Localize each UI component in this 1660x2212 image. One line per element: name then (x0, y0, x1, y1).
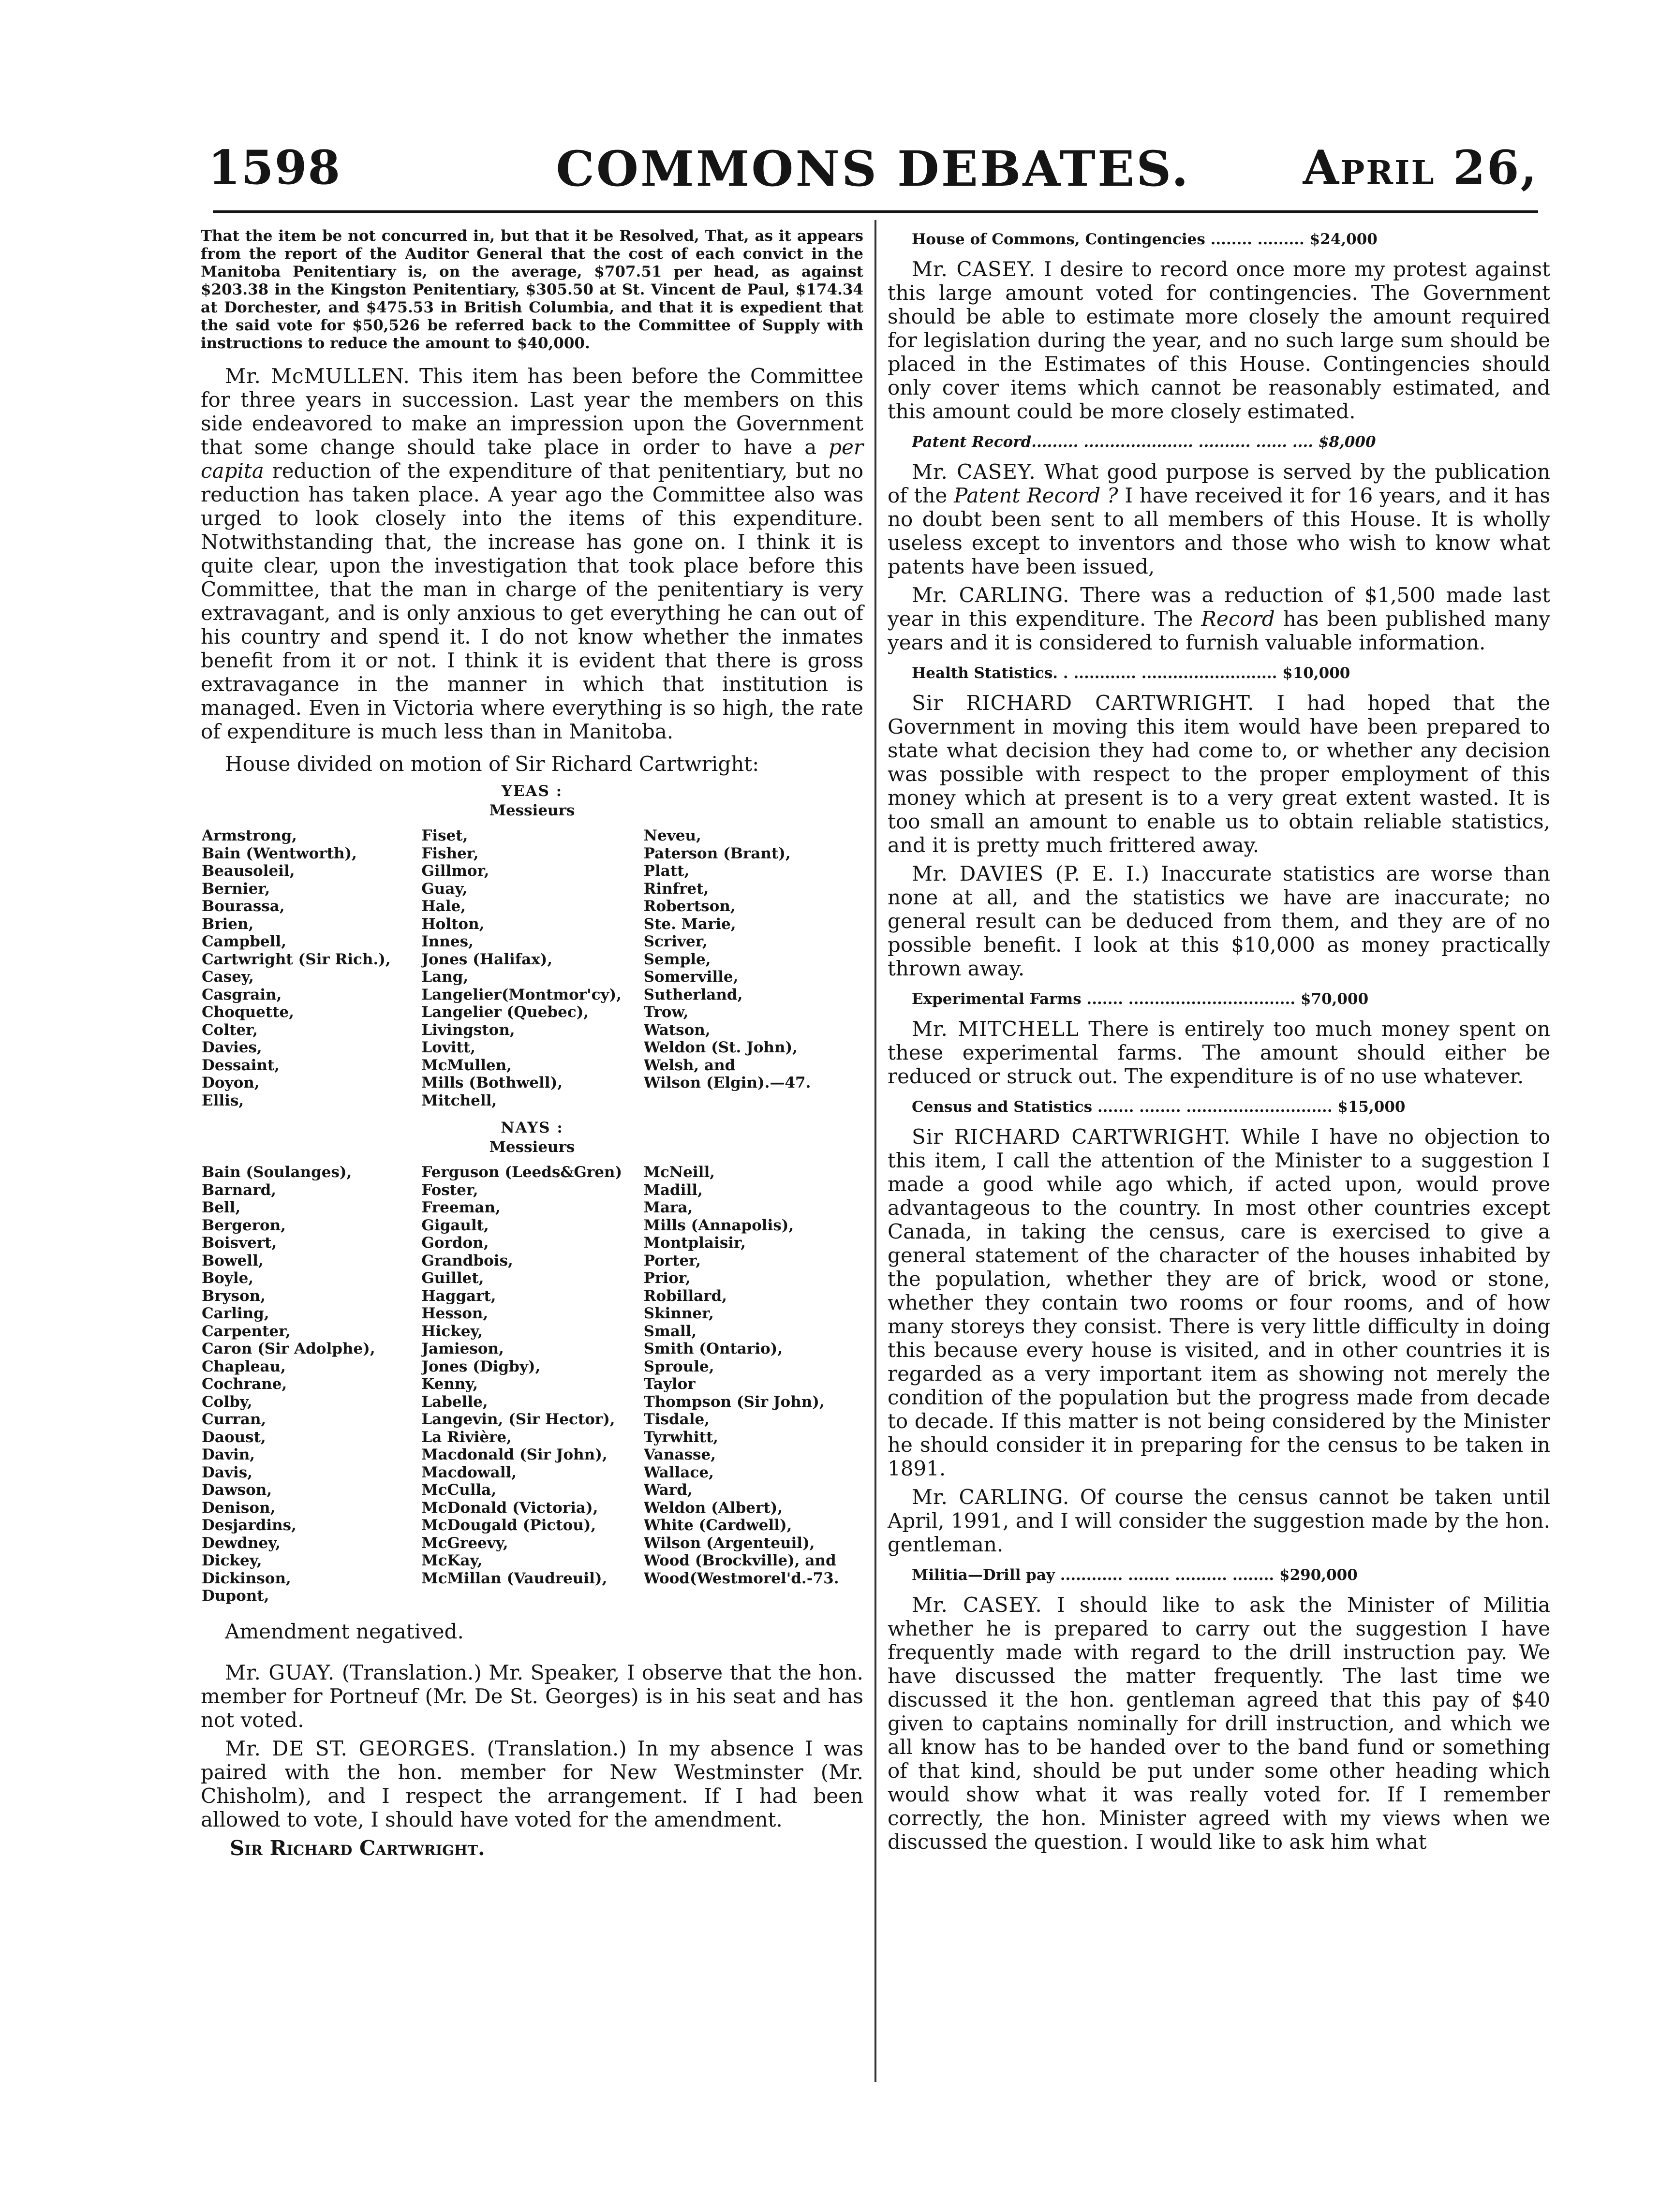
member-name: Bryson, (202, 1287, 266, 1305)
speaker-name: Sir RICHARD CARTWRIGHT. (912, 1125, 1231, 1149)
member-name: Gigault, (421, 1216, 489, 1234)
member-name: Thompson (Sir John), (643, 1393, 825, 1411)
amendment-resolution: That the item be not concurred in, but that it be Resolved, That, as it appears from the report of the Auditor General that the cost of each convict in the Manitoba Penitentiary is, on the average, $707.51 per head, as against $203.38 in the Kingston Penitentiary, $305.50 at St. Vincent de Paul, $174.34 at Dorchester, and $475.53 in British Columbia, and that it is expedient that the said vote for $50,526 be referred back to the Committee of Supply with instructions to reduce the amount to $40,000. (201, 227, 863, 352)
member-name: Casgrain, (202, 986, 282, 1003)
member-name: Bergeron, (202, 1216, 286, 1234)
member-name (421, 1587, 643, 1605)
member-name: Davies, (202, 1039, 262, 1056)
member-name: Dewdney, (202, 1534, 281, 1552)
member-name: Sproule, (643, 1357, 714, 1375)
member-name: Foster, (421, 1181, 478, 1199)
member-name: Tyrwhitt, (643, 1428, 719, 1446)
member-name: Jamieson, (421, 1340, 504, 1357)
member-name: Grandbois, (421, 1252, 513, 1269)
member-name: Daoust, (202, 1428, 266, 1446)
running-signature: Sir Richard Cartwright. (230, 1836, 485, 1860)
member-name: McKay, (421, 1552, 483, 1569)
member-name: Mills (Bothwell), (421, 1074, 563, 1091)
member-name: Ferguson (Leeds&Gren) (421, 1164, 622, 1181)
speech-text: I have received it for 16 years, and it has no doubt been sent to all members of this House. It is wholly useless except to inventors and those who wish to know what patents have been issued, (888, 484, 1550, 578)
member-name: Langelier(Montmor'cy), (421, 986, 622, 1003)
member-name: Ste. Marie, (643, 915, 736, 933)
member-name: Robertson, (643, 898, 736, 915)
member-name: Platt, (643, 862, 690, 880)
speech-text: Of course the census cannot be taken until April, 1991, and I will consider the suggestion made by the hon. gentleman. (888, 1485, 1550, 1556)
header-rule (213, 210, 1538, 213)
member-name: Colter, (202, 1021, 258, 1039)
member-name: Mills (Annapolis), (643, 1216, 794, 1234)
member-name: Haggart, (421, 1287, 496, 1305)
nays-column-2 (421, 1164, 643, 1605)
member-name: Desjardins, (202, 1517, 296, 1534)
speech-carling-1 (888, 583, 1550, 654)
member-name: Madill, (643, 1181, 703, 1199)
member-name: Cochrane, (202, 1375, 287, 1393)
speaker-name: Mr. CASEY. (912, 257, 1036, 281)
member-name: McGreevy, (421, 1534, 508, 1552)
member-name: Chapleau, (202, 1357, 286, 1375)
member-name: Macdonald (Sir John), (421, 1446, 608, 1463)
speech-de-st-georges (201, 1737, 863, 1831)
speech-davies (888, 862, 1550, 980)
member-name: Weldon (Albert), (643, 1499, 783, 1517)
member-name (644, 1587, 863, 1605)
member-name: McDougald (Pictou), (421, 1517, 596, 1534)
yeas-list (201, 827, 863, 1109)
speech-emphasis: Patent Record ? (954, 484, 1118, 507)
page-header (208, 140, 1538, 218)
member-name: Beausoleil, (202, 862, 295, 880)
member-name: Weldon (St. John), (643, 1039, 798, 1056)
speaker-name: Mr. CASEY. (912, 460, 1036, 484)
estimate-item-health-statistics: Health Statistics. . ............ .......................... $10,000 (912, 664, 1350, 682)
speaker-name: Mr. GUAY. (225, 1660, 335, 1684)
speech-text: This item has been before the Committee for three years in succession. Last year the members on this side endeavored to make an impression upon the Government that some change should take place in order to have a (201, 364, 863, 459)
page-date: April 26, (1303, 140, 1538, 195)
member-name: Vanasse, (643, 1446, 716, 1463)
yeas-column-1 (201, 827, 421, 1109)
member-name: Wood(Westmorel'd.-73. (643, 1569, 839, 1587)
speech-cartwright-2 (888, 1125, 1550, 1480)
member-name: Dickinson, (202, 1569, 291, 1587)
member-name: Dessaint, (202, 1056, 280, 1074)
member-name: Bourassa, (202, 898, 285, 915)
member-name: Rinfret, (643, 880, 709, 898)
member-name: Skinner, (643, 1305, 714, 1322)
member-name: Semple, (643, 950, 711, 968)
member-name: Tisdale, (643, 1411, 710, 1428)
member-name: McMillan (Vaudreuil), (421, 1569, 608, 1587)
member-name: Denison, (202, 1499, 276, 1517)
member-name: Langelier (Quebec), (421, 1003, 589, 1021)
speech-text: I had hoped that the Government in moving this item would have been prepared to state what decision they had come to, or whether any decision was possible with respect to the proper employment of this money which at present is to a very great extent wasted. It is too small an amount to enable us to obtain reliable statistics, and it is pretty much frittered away. (888, 691, 1550, 857)
member-name: Bain (Soulanges), (202, 1164, 352, 1181)
speaker-name: Mr. CARLING. (912, 1485, 1070, 1509)
member-name: Wallace, (643, 1463, 714, 1481)
member-name: Cartwright (Sir Rich.), (202, 950, 391, 968)
speech-casey-3 (888, 1593, 1550, 1854)
member-name: Jones (Digby), (421, 1357, 541, 1375)
speaker-name: Mr. McMULLEN. (225, 364, 410, 388)
yeas-heading: YEAS : (501, 782, 563, 800)
speech-text: reduction of the expenditure of that penitentiary, but no reduction has taken place. A year ago the Committee also was urged to look closely into the items of this expenditure. Notwithstanding that, the increase has gone on. I think it is quite clear, upon the investigation that took place before this Committee, that the man in charge of the penitentiary is very extravagant, and is only anxious to get everything he can out of his country and spend it. I do not know whether the inmates benefit from it or not. I think it is evident that there is gross extravagance in the manner in which that institution is managed. Even in Victoria where everything is so high, the rate of expenditure is much less than in Manitoba. (201, 459, 863, 743)
member-name: McMullen, (421, 1056, 512, 1074)
speaker-name: Sir RICHARD CARTWRIGHT. (912, 691, 1255, 715)
member-name: Choquette, (202, 1003, 294, 1021)
member-name: Hale, (421, 898, 466, 915)
member-name: Watson, (643, 1021, 711, 1039)
member-name: McNeill, (643, 1164, 715, 1181)
member-name: Hesson, (421, 1305, 489, 1322)
nays-list (201, 1164, 863, 1605)
member-name: Armstrong, (202, 827, 297, 844)
member-name: Lovitt, (421, 1039, 476, 1056)
speech-text: There was a reduction of $1,500 made last year in this expenditure. The (888, 583, 1550, 631)
member-name: Robillard, (643, 1287, 727, 1305)
left-column (201, 227, 863, 1865)
member-name: Davin, (202, 1446, 255, 1463)
member-name (644, 1092, 863, 1110)
speech-carling-2 (888, 1485, 1550, 1556)
member-name: McCulla, (421, 1481, 497, 1499)
speech-emphasis: per capita (201, 435, 863, 483)
nays-subheading: Messieurs (489, 1138, 575, 1156)
member-name: Dupont, (202, 1587, 269, 1605)
member-name: Langevin, (Sir Hector), (421, 1411, 615, 1428)
member-name: Holton, (421, 915, 485, 933)
member-name: Bell, (202, 1199, 241, 1216)
member-name: Carling, (202, 1305, 269, 1322)
yeas-column-2 (421, 827, 643, 1109)
member-name: Doyon, (202, 1074, 260, 1091)
member-name: Somerville, (643, 968, 739, 986)
right-column (888, 227, 1550, 1858)
estimate-item-census: Census and Statistics ....... ........ ............................ $15,000 (912, 1098, 1406, 1116)
speech-text: (Translation.) In my absence I was paired with the hon. member for New Westminster (Mr. Chisholm), and I respect the arrangement. If I had been allowed to vote, I should have voted for the amendment. (201, 1736, 863, 1831)
member-name: Dickey, (202, 1552, 262, 1569)
page-number: 1598 (208, 140, 341, 195)
speaker-name: Mr. CASEY. (912, 1593, 1042, 1617)
division-statement: House divided on motion of Sir Richard Cartwright: (225, 752, 759, 776)
speech-mitchell (888, 1017, 1550, 1088)
column-divider (874, 220, 876, 2082)
estimate-item-experimental-farms: Experimental Farms ....... ................................ $70,000 (912, 990, 1369, 1008)
member-name: Gillmor, (421, 862, 489, 880)
speech-casey-1 (888, 257, 1550, 423)
speech-text: While I have no objection to this item, I call the attention of the Minister to a suggestion I made a good while ago which, if acted upon, would prove advantageous to the country. In most other countries except Canada, in taking the census, care is exercised to give a general statement of the character of the houses inhabited by the population, whether they are of brick, wood or stone, whether they contain two rooms or four rooms, and of how many storeys they consist. There is very little difficulty in doing this because every house is visited, and in other countries it is regarded as a very important item as showing not merely the condition of the population but the progress made from decade to decade. If this matter is not being considered by the Minister he should consider it in preparing for the census to be taken in 1891. (888, 1125, 1550, 1480)
member-name: Colby, (202, 1393, 252, 1411)
member-name: Ellis, (202, 1091, 244, 1109)
member-name: Guillet, (421, 1269, 484, 1287)
member-name: Trow, (643, 1003, 689, 1021)
member-name: Fisher, (421, 844, 479, 862)
speaker-name: Mr. MITCHELL (912, 1017, 1079, 1041)
speech-text: (Translation.) Mr. Speaker, I observe that the hon. member for Portneuf (Mr. De St. Georges) is in his seat and has not voted. (201, 1660, 863, 1732)
member-name: Bain (Wentworth), (202, 844, 357, 862)
member-name: Macdowall, (421, 1463, 517, 1481)
speaker-name: Mr. CARLING. (912, 583, 1070, 607)
page-title: COMMONS DEBATES. (556, 140, 1190, 197)
member-name: Hickey, (421, 1322, 483, 1340)
member-name: Prior, (643, 1269, 691, 1287)
member-name: Smith (Ontario), (643, 1340, 783, 1357)
speech-text: I desire to record once more my protest against this large amount voted for contingencies. The Government should be able to estimate more closely the amount required for legislation during the year, and no such large sum should be placed in the Estimates of this House. Contingencies should only cover items which cannot be reasonably estimated, and this amount could be more closely estimated. (888, 257, 1550, 423)
estimate-item-militia-drill-pay: Militia—Drill pay ............ ........ .......... ........ $290,000 (912, 1566, 1358, 1584)
amendment-result: Amendment negatived. (225, 1619, 464, 1643)
yeas-column-3 (644, 827, 863, 1109)
nays-column-1 (201, 1164, 421, 1605)
estimate-item-patent-record (912, 430, 1550, 454)
member-name: Neveu, (643, 827, 701, 844)
speech-text: There is entirely too much money spent on these experimental farms. The amount should either be reduced or struck out. The expenditure is of no use whatever. (888, 1017, 1550, 1088)
member-name: Labelle, (421, 1393, 488, 1411)
speech-text: What good purpose is served by the publication of the (888, 460, 1550, 507)
speech-guay (201, 1661, 863, 1732)
member-name: Innes, (421, 933, 474, 950)
member-name: McDonald (Victoria), (421, 1499, 598, 1517)
member-name: Curran, (202, 1411, 267, 1428)
member-name: Boyle, (202, 1269, 254, 1287)
member-name: Scriver, (643, 933, 708, 950)
member-name: Davis, (202, 1463, 253, 1481)
estimate-item-contingencies: House of Commons, Contingencies ........ ......... $24,000 (912, 231, 1378, 248)
yeas-subheading: Messieurs (489, 802, 575, 819)
member-name: Guay, (421, 880, 468, 898)
member-name: Caron (Sir Adolphe), (202, 1340, 375, 1357)
member-name: Wilson (Elgin).—47. (643, 1074, 811, 1091)
member-name: Barnard, (202, 1181, 277, 1199)
member-name: Mara, (643, 1199, 693, 1216)
member-name: Freeman, (421, 1199, 501, 1216)
member-name: Ward, (643, 1481, 693, 1499)
member-name: Dawson, (202, 1481, 272, 1499)
member-name: Gordon, (421, 1234, 489, 1252)
member-name: Carpenter, (202, 1322, 291, 1340)
member-name: Mitchell, (421, 1091, 497, 1109)
member-name: Brien, (202, 915, 254, 933)
member-name: Jones (Halifax), (421, 950, 553, 968)
speech-text: I should like to ask the Minister of Militia whether he is prepared to carry out the suggestion I have frequently made with regard to the drill instruction pay. We have discussed the matter frequently. The last time we discussed it the hon. gentleman agreed that this pay of $40 given to captains nominally for drill instruction, and which we all know has to be handed over to the band fund or something of that kind, should be put under some other heading which would show what it was really voted for. If I remember correctly, the hon. Minister agreed with my views when we discussed the question. I would like to ask him what (888, 1593, 1551, 1854)
speaker-name: Mr. DE ST. GEORGES. (225, 1736, 476, 1760)
member-name: Sutherland, (643, 986, 743, 1003)
nays-column-3 (644, 1164, 863, 1605)
speech-cartwright-1 (888, 691, 1550, 857)
member-name: Lang, (421, 968, 469, 986)
member-name: Kenny, (421, 1375, 478, 1393)
member-name: La Rivière, (421, 1428, 512, 1446)
member-name: Bowell, (202, 1252, 264, 1269)
member-name: Fiset, (421, 827, 468, 844)
speaker-name: Mr. DAVIES (P. E. I.) (912, 862, 1150, 885)
member-name: Welsh, and (643, 1056, 736, 1074)
member-name: White (Cardwell), (643, 1517, 792, 1534)
member-name: Wood (Brockville), and (643, 1552, 836, 1569)
item-label: Patent Record......... ..................... .......... ...... .... $8,000 (912, 433, 1376, 451)
member-name: Montplaisir, (643, 1234, 746, 1252)
member-name: Taylor (643, 1375, 696, 1393)
speech-emphasis: Record (1201, 607, 1275, 631)
speech-text: has been published many years and it is considered to furnish valuable information. (888, 607, 1550, 654)
member-name: Livingston, (421, 1021, 515, 1039)
member-name: Porter, (643, 1252, 701, 1269)
member-name: Boisvert, (202, 1234, 277, 1252)
member-name: Bernier, (202, 880, 270, 898)
member-name: Paterson (Brant), (643, 844, 791, 862)
member-name: Campbell, (202, 933, 286, 950)
speech-text: Inaccurate statistics are worse than none at all, and the statistics we have are inaccurate; no general result can be deduced from them, and they are of no possible benefit. I look at this $10,000 as money practically thrown away. (888, 862, 1550, 980)
member-name: Wilson (Argenteuil), (643, 1534, 815, 1552)
member-name: Casey, (202, 968, 254, 986)
nays-heading: NAYS : (501, 1119, 563, 1136)
member-name: Small, (643, 1322, 697, 1340)
speech-casey-2 (888, 460, 1550, 578)
speech-mcmullen (201, 364, 863, 743)
